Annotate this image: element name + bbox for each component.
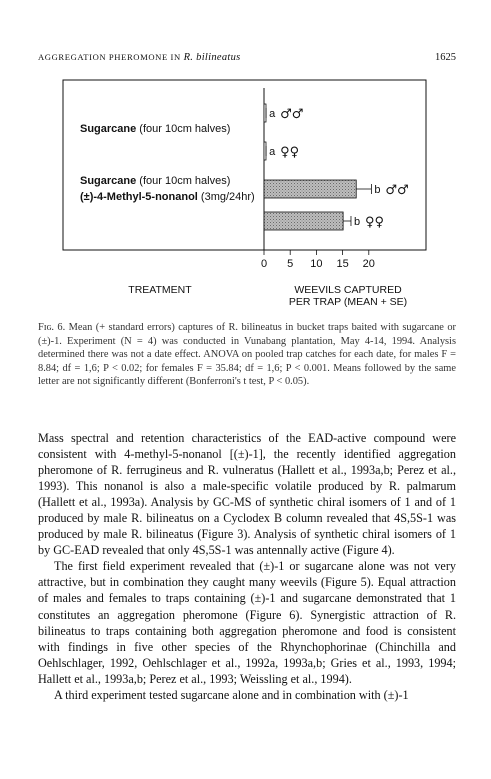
group-label: Sugarcane (four 10cm halves) (80, 123, 231, 135)
paragraph-3: A third experiment tested sugarcane alone and in combination with (±)-1 (54, 687, 409, 702)
sex-symbol: ♀♀ (364, 215, 385, 230)
x-tick-label: 0 (260, 258, 268, 270)
sex-symbol: ♀♀ (280, 145, 300, 160)
x-tick-label: 15 (336, 258, 349, 270)
running-title-species: R. bilineatus (183, 52, 241, 63)
figure-6 (0, 0, 491, 320)
x-tick-label: 5 (287, 258, 294, 270)
significance-letter: a (269, 146, 276, 158)
bar (264, 180, 356, 198)
page-number: 1625 (435, 52, 456, 63)
significance-letter: b (374, 184, 381, 196)
paragraph-1: Mass spectral and retention characteristics of the EAD-active compound were consistent with 4-methyl-5-nonanol [(±)-1], the recently identified aggregation pheromone of R. ferrugineus and R. vulneratus (Hallett et al., 1993a,b; Perez et al., 1993). This nonanol is also a male-specific volatile produced by R. palmarum (Hallett et al., 1993a). Analysis by GC-MS of synthetic chiral isomers of 1 and of 1 produced by male R. bilineatus on a Cyclodex B column revealed that 4S,5S-1 was produced by male R. bilineatus (Figure 3). Analysis of synthetic chiral isomers of 1 by GC-EAD revealed that only 4S,5S-1 was antennally active (Figure 4). (38, 431, 456, 558)
significance-letter: a (269, 108, 276, 120)
significance-letter: b (353, 216, 361, 228)
bar-chart (0, 0, 491, 320)
group-label: Sugarcane (four 10cm halves) (80, 175, 231, 187)
x-axis-label-line1: WEEVILS CAPTURED (294, 284, 402, 296)
paragraph-2: The first field experiment revealed that (±)-1 or sugarcane alone was not very attractive, but in combination they caught many weevils (Figure 5). Equal attraction of males and females to traps containing (±)-1 and sugarcane demonstrated that 1 constitutes an aggregation pheromone (Figure 6). Synergistic attraction of R. bilineatus to traps containing both aggregation pheromone and food is consistent with findings in five other species of the Rhynchophorinae (Chinchilla and Oehlschlager, 1992, Oehlschlager et al., 1992a, 1993a,b; Gries et al., 1993, 1994; Hallett et al., 1993a,b; Perez et al., 1993; Weissling et al., 1994). (38, 559, 456, 686)
figure-caption: Fɪɢ. 6. Mean (+ standard errors) captures of R. bilineatus in bucket traps baited with sugarcane or (±)-1. Experiment (N = 4) was conducted in Vunabang plantation, May 4-14, 1994. Analysis determined there was not a date effect. ANOVA on pooled trap catches for each date, for males F = 8.84; df = 1,6; P < 0.02; for females F = 35.84; df = 1,6; P < 0.001. Means followed by the same letter are not significantly different (Bonferroni's t test, P < 0.05). (38, 322, 456, 388)
sex-symbol: ♂♂ (280, 107, 304, 122)
running-title-prefix: AGGREGATION PHEROMONE IN (38, 52, 184, 62)
x-tick-label: 20 (362, 258, 375, 270)
sex-symbol: ♂♂ (385, 183, 409, 198)
bar (264, 212, 343, 230)
body-text (38, 430, 456, 703)
group-label: (±)-4-Methyl-5-nonanol (3mg/24hr) (80, 191, 255, 203)
treatment-label: TREATMENT (128, 284, 192, 296)
x-tick-label: 10 (310, 258, 323, 270)
x-axis-label-line2: PER TRAP (MEAN + SE) (288, 296, 408, 308)
